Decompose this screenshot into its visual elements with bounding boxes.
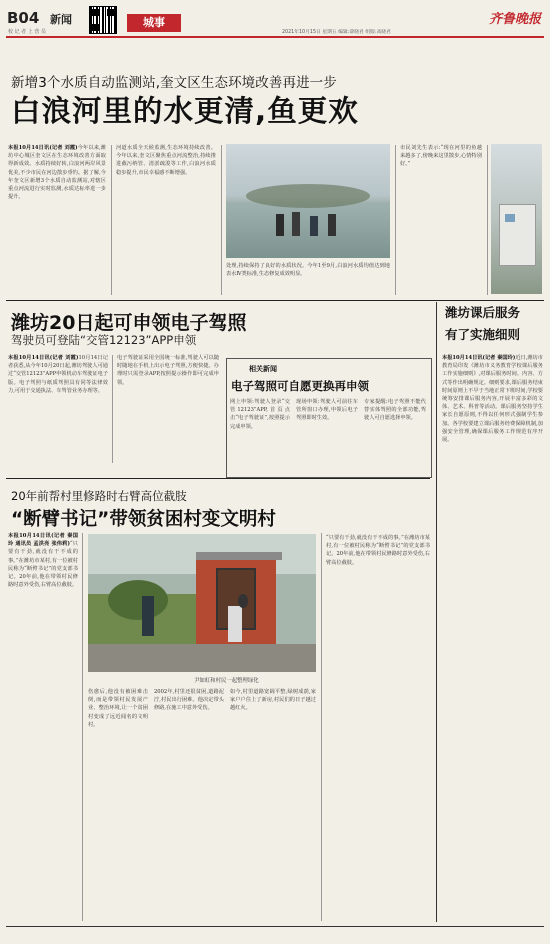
related-col-3: 专家提醒:电子驾照不能代替实体驾照的全部功能,驾驶人可自愿选择申领。 [364, 399, 426, 422]
date-line: 2021年10月15日 星期五 编辑:薛晓君 组版:高晓君 [282, 30, 391, 35]
article4-lead: 本报10月14日讯(记者 秦国玲) [442, 355, 516, 361]
channel-tag: 城事 [127, 14, 181, 32]
river-photo [226, 144, 390, 258]
article1-col-3: 处理,持续保持了良好的水质状况。今年1至9月,白浪河水质均值达到地表水Ⅳ类标准,生态修复成效明显。 [226, 263, 390, 278]
section-rule-1 [6, 300, 544, 301]
related-news-title: 电子驾照可自愿更换再申领 [231, 379, 369, 393]
article1-col-1: 本报10月14日讯(记者 刘霞)今年以来,潍坊中心城区奎文区在生态环境改善方面取得新成效。水质持续好转,白浪河两岸风景优美,不少市民在河边散步垂钓。据了解,今年奎文区新增3个水质自动监测站,对辖区重点河流进行实时监测,水质达标率进一步提升。 [8, 145, 106, 201]
article2-headline: 潍坊20日起可申领电子驾照 [11, 312, 247, 334]
article3-col-1: 本报10月14日讯(记者 秦国玲 通讯员 孟洪亮 张伟莉)“只要有干劲,就没有干不成的事。”在潍坊市某村,有一位被村民称为“断臂书记”的党支部书记。20年前,他在带领村民修路时意外受伤,右臂高位截肢。 [8, 533, 78, 589]
editor-line: 校 记 者 上 营 员 [8, 29, 46, 35]
paper-logo: 齐鲁晚报 [489, 12, 542, 27]
related-news-tag: 相关新闻 [249, 365, 277, 373]
article2-col-2: 电子驾驶证采用全国统一标准,驾驶人可以随时随地在手机上出示电子驾照,方便快捷。办理时只需登录APP,按照提示操作即可完成申领。 [117, 355, 219, 386]
article1-lead: 本报10月14日讯(记者 刘霞) [8, 145, 78, 151]
article2-col-1: 本报10月14日讯(记者 刘霞)10月14日记者获悉,从今年10月20日起,潍坊驾驶人可通过“交管12123”APP申领机动车驾驶证电子版。电子驾照与纸质驾照具有同等法律效力,可用于交通执法、车驾管业务办理等。 [8, 355, 108, 394]
page-section: 新闻 [50, 13, 72, 26]
photo-caption: 尹如虹和村民一起整理绿化 [194, 678, 259, 684]
article3-kicker: 20年前帮村里修路时右臂高位截肢 [11, 489, 187, 503]
article3-col-2: 伤愈后,他没有被困难击倒,而是带领村民发展产业、整治环境,让一个贫困村变成了远近闻名的文明村。 [88, 689, 148, 728]
article3-headline: “断臂书记”带领贫困村变文明村 [11, 509, 276, 530]
related-col-1: 网上申领:驾驶人登录“交管12123”APP,首页点击“电子驾驶证”,按照提示完成申领。 [230, 399, 290, 430]
article3-col-5: “只要有干劲,就没有干不成的事。”在潍坊市某村,有一位被村民称为“断臂书记”的党支部书记。20年前,他在带领村民修路时意外受伤,右臂高位截肢。 [326, 535, 430, 566]
article4-headline-line1: 潍坊课后服务 [445, 305, 521, 320]
article1-headline: 白浪河里的水更清,鱼更欢 [11, 94, 359, 128]
article2-subhead: 驾驶员可登陆“交管12123”APP申领 [11, 333, 197, 347]
section-rule-2 [6, 478, 430, 479]
page-code: B04 [7, 9, 40, 27]
article1-col-2: 河道水质全天候监测,生态环境持续改善。今年以来,奎文区聚焦重点河流整治,持续推进截污纳管、清淤疏浚等工作,白浪河水质稳步提升,市民幸福感不断增强。 [116, 145, 216, 176]
article3-col-3: 2002年,村里还很贫困,道路泥泞,村民出行困难。他决定带头修路,在施工中意外受伤。 [154, 689, 224, 712]
related-col-2: 现场申领:驾驶人可前往车管所窗口办理,申领后电子驾照即时生效。 [296, 399, 358, 422]
masthead-rule [6, 36, 544, 38]
qr-code-icon[interactable] [89, 6, 117, 34]
article4-body: 本报10月14日讯(记者 秦国玲)近日,潍坊市教育局印发《潍坊市义务教育学校课后服务工作实施细则》,对课后服务时间、内容、方式等作出明确规定。细则要求,课后服务结束时间原则上不早于当地正常下班时间,学校要统筹安排课后服务内容,开展丰富多彩的文体、艺术、科普等活动。课后服务坚持学生家长自愿原则,不得以任何形式强制学生参加。各学校要建立课后服务经费保障机制,加强安全管理,确保课后服务工作规范有序开展。 [442, 355, 543, 444]
article4-headline-line2: 有了实施细则 [445, 327, 521, 342]
monitor-station-photo [491, 144, 542, 294]
article1-kicker: 新增3个水质自动监测站,奎文区生态环境改善再进一步 [11, 75, 337, 91]
article3-lead: 本报10月14日讯(记者 秦国玲 通讯员 孟洪亮 张伟莉) [8, 533, 78, 548]
article3-col-4: 如今,村里道路宽阔平整,绿树成荫,家家户户住上了新房,村民们的日子越过越红火。 [230, 689, 316, 712]
village-photo [88, 534, 316, 672]
article1-col-4: 市民刘先生表示:“现在河里的鱼越来越多了,傍晚来这里散步,心情特别好。” [400, 145, 482, 168]
bottom-rule [6, 926, 544, 927]
article2-lead: 本报10月14日讯(记者 刘霞) [8, 355, 79, 361]
